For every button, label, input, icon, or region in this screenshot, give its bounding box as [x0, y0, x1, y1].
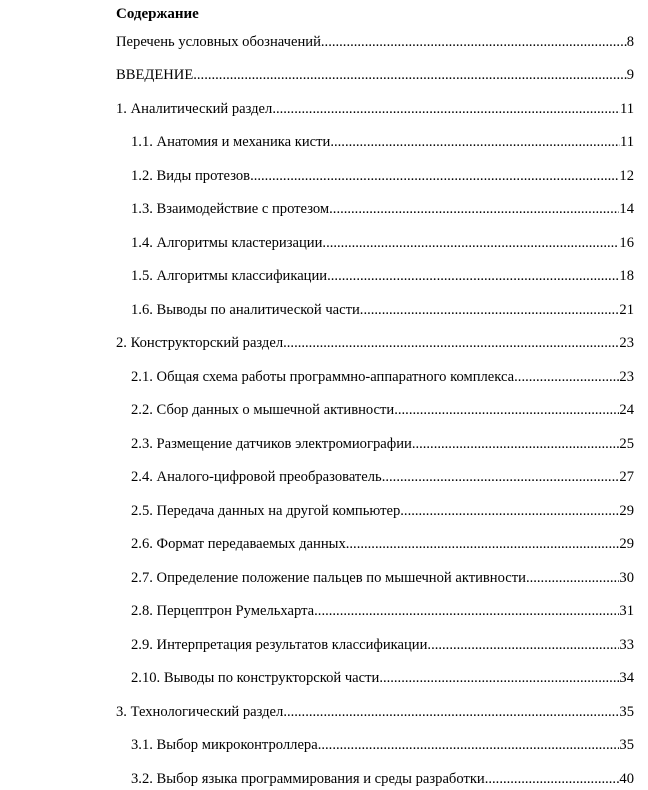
toc-entry-page: 16: [619, 235, 634, 251]
toc-entry-page: 27: [619, 469, 634, 485]
toc-entry-page: 35: [619, 737, 634, 753]
toc-entry-3-2[interactable]: [131, 770, 634, 788]
toc-entry-symbols[interactable]: [116, 33, 634, 51]
toc-entry-page: 30: [619, 570, 634, 586]
toc-entry-label: 2.5. Передача данных на другой компьютер: [131, 503, 401, 519]
toc-entry-page: 25: [619, 436, 634, 452]
toc-entry-1-5[interactable]: [131, 267, 634, 285]
toc-entry-page: 12: [619, 168, 634, 184]
dot-leader: [346, 535, 620, 553]
toc-title: Содержание: [116, 6, 199, 22]
toc-entry-2-3[interactable]: [131, 435, 634, 453]
toc-entry-label: 1.5. Алгоритмы классификации: [131, 268, 328, 284]
toc-entry-1-6[interactable]: [131, 301, 634, 319]
toc-entry-1-4[interactable]: [131, 234, 634, 252]
dot-leader: [526, 569, 619, 587]
dot-leader: [379, 669, 619, 687]
dot-leader: [360, 301, 620, 319]
toc-entry-section-1[interactable]: [116, 100, 634, 118]
toc-entry-label: 2.4. Аналого-цифровой преобразователь: [131, 469, 382, 485]
toc-entry-2-6[interactable]: [131, 535, 634, 553]
dot-leader: [321, 33, 627, 51]
toc-entry-page: 23: [619, 335, 634, 351]
toc-entry-page: 21: [619, 302, 634, 318]
toc-entry-2-4[interactable]: [131, 468, 634, 486]
toc-entry-introduction[interactable]: [116, 66, 634, 84]
toc-entry-label: ВВЕДЕНИЕ: [116, 67, 194, 83]
toc-entry-2-5[interactable]: [131, 502, 634, 520]
toc-entry-label: 1.4. Алгоритмы кластеризации: [131, 235, 323, 251]
toc-entry-label: 2.10. Выводы по конструкторской части: [131, 670, 380, 686]
toc-entry-label: 1.3. Взаимодействие с протезом: [131, 201, 330, 217]
toc-entry-page: 29: [619, 503, 634, 519]
dot-leader: [283, 334, 619, 352]
toc-entry-label: 2.3. Размещение датчиков электромиографии: [131, 436, 412, 452]
dot-leader: [193, 66, 626, 84]
dot-leader: [283, 703, 619, 721]
toc-entry-label: 2.7. Определение положение пальцев по мышечной активности: [131, 570, 526, 586]
toc-entry-label: 1.1. Анатомия и механика кисти: [131, 134, 331, 150]
toc-entry-3-1[interactable]: [131, 736, 634, 754]
toc-entry-label: 1.6. Выводы по аналитической части: [131, 302, 360, 318]
toc-entry-2-1[interactable]: [131, 368, 634, 386]
dot-leader: [514, 368, 619, 386]
toc-entry-label: 2.8. Перцептрон Румельхарта: [131, 603, 315, 619]
toc-entry-label: 3. Технологический раздел: [116, 704, 284, 720]
toc-entry-page: 31: [619, 603, 634, 619]
toc-entry-page: 11: [619, 101, 634, 117]
toc-entry-page: 24: [619, 402, 634, 418]
dot-leader: [314, 602, 619, 620]
dot-leader: [427, 636, 619, 654]
dot-leader: [322, 234, 619, 252]
toc-entry-2-7[interactable]: [131, 569, 634, 587]
toc-entry-label: Перечень условных обозначений: [116, 34, 321, 50]
toc-entry-page: 14: [619, 201, 634, 217]
toc-entry-1-1[interactable]: [131, 133, 634, 151]
toc-entry-page: 40: [619, 771, 634, 787]
toc-entry-2-8[interactable]: [131, 602, 634, 620]
toc-entry-section-2[interactable]: [116, 334, 634, 352]
toc-entry-label: 2. Конструкторский раздел: [116, 335, 284, 351]
toc-entry-label: 2.2. Сбор данных о мышечной активности: [131, 402, 395, 418]
toc-entry-label: 2.6. Формат передаваемых данных: [131, 536, 346, 552]
toc-entry-label: 2.1. Общая схема работы программно-аппаратного комплекса: [131, 369, 515, 385]
toc-entry-section-3[interactable]: [116, 703, 634, 721]
toc-entry-label: 3.1. Выбор микроконтроллера: [131, 737, 318, 753]
toc-entry-page: 11: [619, 134, 634, 150]
toc-entry-2-10[interactable]: [131, 669, 634, 687]
dot-leader: [329, 200, 619, 218]
dot-leader: [330, 133, 620, 151]
toc-entry-2-9[interactable]: [131, 636, 634, 654]
toc-entry-1-2[interactable]: [131, 167, 634, 185]
toc-entry-2-2[interactable]: [131, 401, 634, 419]
dot-leader: [318, 736, 620, 754]
dot-leader: [394, 401, 619, 419]
toc-entry-page: 29: [619, 536, 634, 552]
dot-leader: [382, 468, 620, 486]
toc-entry-page: 34: [619, 670, 634, 686]
toc-entry-page: 18: [619, 268, 634, 284]
toc-entry-label: 1.2. Виды протезов: [131, 168, 251, 184]
toc-entry-label: 1. Аналитический раздел: [116, 101, 273, 117]
dot-leader: [485, 770, 620, 788]
toc-entry-page: 35: [619, 704, 634, 720]
toc-entry-1-3[interactable]: [131, 200, 634, 218]
dot-leader: [250, 167, 619, 185]
toc-entry-page: 8: [626, 34, 634, 50]
dot-leader: [327, 267, 619, 285]
toc-entry-label: 2.9. Интерпретация результатов классификации: [131, 637, 428, 653]
dot-leader: [412, 435, 620, 453]
toc-entry-page: 23: [619, 369, 634, 385]
dot-leader: [400, 502, 619, 520]
dot-leader: [272, 100, 620, 118]
toc-entry-page: 9: [626, 67, 634, 83]
toc-entry-label: 3.2. Выбор языка программирования и среды разработки: [131, 771, 485, 787]
toc-entry-page: 33: [619, 637, 634, 653]
